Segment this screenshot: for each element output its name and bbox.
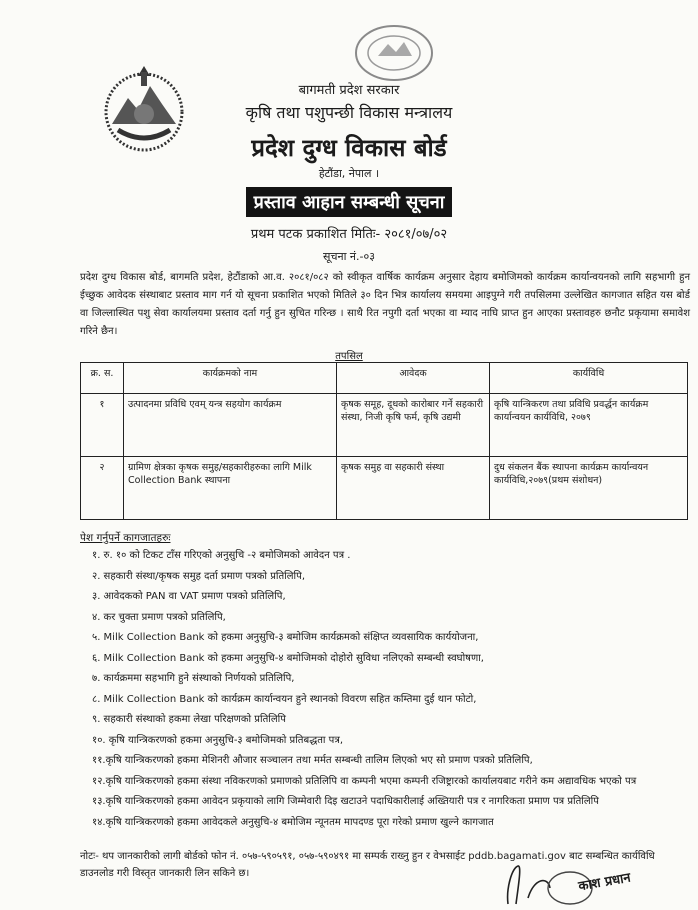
list-item: ८. Milk Collection Bank को कार्यक्रम कार्यान्वयन हुने स्थानको विवरण सहित कम्तिमा दुई थान फोटो, <box>92 693 477 705</box>
list-item: १३.कृषि यान्त्रिकरणको हकमा आवेदन प्रकृयाको लागि जिम्मेवारी दिइ खटाउने पदाधिकारीलाई अख्तियारी पत्र र नागरिकता प्रमाण पत्र प्रतिलिपि <box>92 796 599 807</box>
government-name: बागमती प्रदेश सरकार <box>298 83 400 98</box>
published-date: प्रथम पटक प्रकाशित मितिः- २०८१/०७/०२ <box>250 227 448 242</box>
row-procedure: कृषि यान्त्रिकरण तथा प्रविधि प्रवर्द्धन कार्यक्रम कार्यान्वयन कार्यविधि, २०७९ <box>490 394 688 457</box>
list-item: १४.कृषि यान्त्रिकरणको हकमा आवेदकले अनुसुचि-४ बमोजिम न्यूनतम मापदण्ड पूरा गरेको प्रमाण खुल्ने कागजात <box>92 816 494 828</box>
documents-list <box>92 548 688 835</box>
table-row <box>81 457 688 520</box>
notice-title: प्रस्ताव आहान सम्बन्धी सूचना <box>246 187 453 217</box>
table-header-row <box>81 363 688 394</box>
list-item: ३. आवेदकको PAN वा VAT प्रमाण पत्रको प्रतिलिपि, <box>92 591 286 602</box>
list-item: ९. सहकारी संस्थाको हकमा लेखा परिक्षणको प्रतिलिपि <box>92 714 286 725</box>
footer-note: नोटः- थप जानकारीको लागी बोर्डको फोन नं. ०५७-५९०५९१, ०५७-५९०४९१ मा सम्पर्क राख्नु हुन र वेभसाईट pddb.bagamati.gov बाट सम्बन्धित कार्यविधि डाउनलोड गरी विस्तृत जानकारी लिन सकिने छ। <box>80 851 655 879</box>
header-procedure: कार्यविधि <box>490 363 688 394</box>
schedule-title: तपसिल <box>335 351 363 362</box>
ministry-name: कृषि तथा पशुपन्छी विकास मन्त्रालय <box>245 103 453 122</box>
notice-banner <box>0 187 698 217</box>
board-location: हेटौंडा, नेपाल । <box>318 167 380 180</box>
list-item: १२.कृषि यान्त्रिकरणको हकमा संस्था नविकरणको प्रमाणको प्रतिलिपि वा कम्पनी भएमा कम्पनी रजिष्ट्रारको कार्यालयबाट गरीने कम अद्यावधिक भएको पत्र <box>92 775 637 787</box>
list-item: ५. Milk Collection Bank को हकमा अनुसुचि-३ बमोजिम कार्यक्रमको संक्षिप्त व्यवसायिक कार्ययोजना, <box>92 632 479 643</box>
header-applicant: आवेदक <box>337 363 490 394</box>
list-item: १०. कृषि यान्त्रिकरणको हकमा अनुसुचि-३ बमोजिमको प्रतिबद्धता पत्र, <box>92 734 344 746</box>
list-item: ४. कर चुक्ता प्रमाण पत्रको प्रतिलिपि, <box>92 611 226 623</box>
table-row <box>81 394 688 457</box>
row-sn: १ <box>81 394 124 457</box>
row-applicant: कृषक समुह वा सहकारी संस्था <box>337 457 490 520</box>
board-name: प्रदेश दुग्ध विकास बोर्ड <box>251 134 447 162</box>
schedule-table <box>80 362 688 520</box>
header-sn: क्र. स. <box>81 363 124 394</box>
list-item: १. रु. १० को टिकट टाँस गरिएको अनुसुचि -२ बमोजिमको आवेदन पत्र . <box>92 550 351 561</box>
row-procedure: दुध संकलन बैंक स्थापना कार्यक्रम कार्यान्वयन कार्यविधि,२०७९(प्रथम संशोधन) <box>490 457 688 520</box>
row-sn: २ <box>81 457 124 520</box>
row-program-name: उत्पादनमा प्रविधि एवम् यन्त्र सहयोग कार्यक्रम <box>124 394 337 457</box>
row-program-name: ग्रामिण क्षेत्रका कृषक समुह/सहकारीहरुका लागि Milk Collection Bank स्थापना <box>124 457 337 520</box>
list-item: ७. कार्यक्रममा सहभागि हुने संस्थाको निर्णयको प्रतिलिपि, <box>92 673 295 684</box>
list-item: ६. Milk Collection Bank को हकमा अनुसुचि-४ बमोजिमको दोहोरो सुविधा नलिएको सम्बन्धी स्वघोषणा, <box>92 652 484 664</box>
office-stamp-icon <box>352 22 436 84</box>
notice-intro: प्रदेश दुग्ध विकास बोर्ड, बागमति प्रदेश, हेटौंडाको आ.व. २०८१/०८२ को स्वीकृत वार्षिक कार्यक्रम अनुसार देहाय बमोजिमको कार्यक्रम कार्यान्वयनको लागि सहभागी हुन ईच्छुक आवेदक संस्थाबाट प्रस्ताव माग गर्न यो सूचना प्रकाशित भएको मितिले ३० दिन भित्र कार्यालय समयमा आइपुग्ने गरी तपसिलमा उल्लेखित कागजात सहित यस बोर्ड वा जिल्लास्थित पशु सेवा कार्यालयमा प्रस्ताव दर्ता गर्नु हुन सुचित गरिन्छ । साथै रित नपुगी दर्ता भएका वा म्याद नाघि प्राप्त हुन आएका प्रस्तावहरु छनौट प्रकृयामा समावेश गरिने छैन। <box>80 272 690 337</box>
header-program-name: कार्यक्रमको नाम <box>124 363 337 394</box>
notice-number: सूचना नं.-०३ <box>323 250 375 263</box>
row-applicant: कृषक समूह, दूधको कारोबार गर्ने सहकारी संस्था, निजी कृषि फर्म, कृषि उद्यमी <box>337 394 490 457</box>
signature-title: काश प्रधान <box>577 870 632 895</box>
list-item: ११.कृषि यान्त्रिकरणको हकमा मेशिनरी औजार सञ्चालन तथा मर्मत सम्बन्धी तालिम लिएको भए सो प्रमाण पत्रको प्रतिलिपि, <box>92 755 533 766</box>
list-item: २. सहकारी संस्था/कृषक समुह दर्ता प्रमाण पत्रको प्रतिलिपि, <box>92 570 305 582</box>
documents-title: पेश गर्नुपर्ने कागजातहरुः <box>80 532 171 544</box>
